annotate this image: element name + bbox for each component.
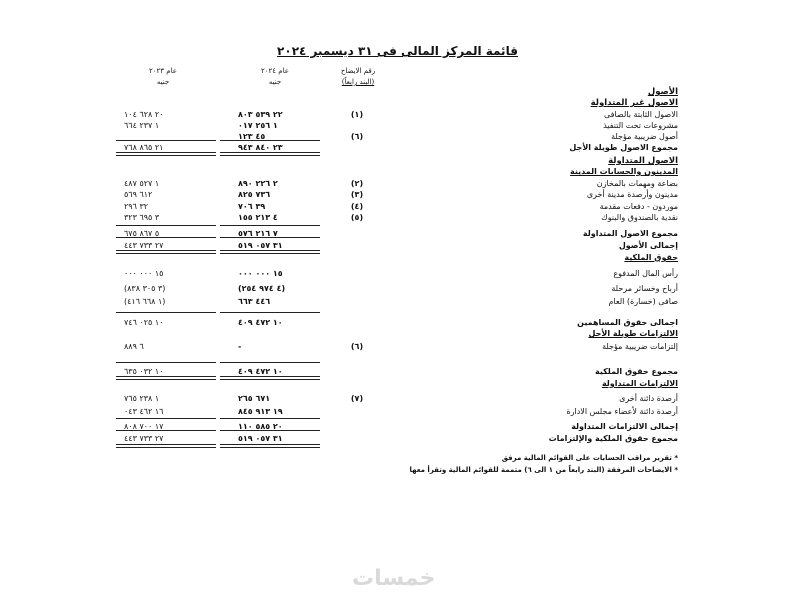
row-label: مجموع الاصول طويلة الأجل: [569, 143, 678, 152]
footnote: * تقرير مراقب الحسابات على القوائم المالية مرفق: [501, 454, 678, 462]
row-label: مجموع الاصول المتداولة: [582, 229, 678, 238]
value-2023: ٢٧ ٧٣٣ ٤٤٣: [124, 241, 164, 250]
row-label: رأس المال المدفوع: [613, 269, 678, 278]
value-2024: ١٠ ٤٧٢ ٤٠٩: [238, 318, 283, 327]
row-label: الالتزامات طويلة الأجل: [588, 329, 678, 338]
value-2023: ٣ ٦٩٥ ٣٢٣: [124, 213, 160, 222]
value-2023: ١ ٢٣٨ ٧٦٥: [124, 394, 160, 403]
note-column-header: [338, 66, 378, 88]
row-label: مشروعات تحت التنفيذ: [603, 121, 678, 130]
value-2024: ٢٠ ٥٨٥ ١١٠: [238, 422, 283, 431]
total-rule: [116, 152, 216, 156]
table-row: [0, 212, 800, 224]
total-rule: [116, 362, 216, 363]
note-column-title: رقم الايضاح: [340, 67, 376, 75]
total-rule: [220, 250, 320, 254]
value-2023: ٢٧ ٧٣٣ ٤٤٣: [124, 434, 164, 443]
total-rule: [220, 312, 320, 313]
row-note-ref: (٤): [350, 202, 364, 211]
row-label: حقوق الملكية: [624, 253, 678, 262]
table-row: [0, 406, 800, 418]
value-2024: ٤ ٢١٣ ١٥٥: [238, 213, 278, 222]
row-label: الاصول الثابتة بالصافى: [603, 110, 678, 119]
value-2024: ٢٣ ٨٤٠ ٩٤٣: [238, 143, 283, 152]
table-row: [0, 328, 800, 340]
year-2024-column-header: [250, 66, 300, 88]
value-2023: ٦١٢ ٥٦٩: [124, 190, 153, 199]
year-2024-currency: جنيه: [268, 78, 282, 86]
total-rule: [220, 237, 320, 238]
row-label: أرصدة دائنة أخرى: [619, 394, 678, 403]
value-2023: ١٠ ٠٢٥ ٧٤٦: [124, 318, 164, 327]
row-note-ref: (٢): [350, 179, 364, 188]
row-label: الالتزامات المتداولة: [601, 379, 678, 388]
value-2023: ١ ٢٣٧ ٦٦٤: [124, 121, 160, 130]
note-column-subtitle: (البند رابعاً): [341, 78, 375, 86]
row-label: مجموع حقوق الملكية: [595, 367, 678, 376]
row-label: مدينون وأرصدة مدينة أخرى: [586, 190, 678, 199]
row-label: نقدية بالصندوق والبنوك: [601, 213, 678, 222]
total-rule: [116, 418, 216, 419]
row-note-ref: (٧): [350, 394, 364, 403]
table-row: [0, 268, 800, 280]
table-row: [0, 421, 800, 433]
total-rule: [116, 250, 216, 254]
value-2024: ٣١ ٠٥٧ ٥١٩: [238, 241, 283, 250]
value-2024: ٤٤٦ ٦٦٣: [238, 297, 271, 306]
value-2024: ٢ ٢٢٦ ٨٩٠: [238, 179, 278, 188]
footnote: * الايضاحات المرفقة (البند رابعاً من ١ الى ٦) متممة للقوائم المالية وتقرأ معها: [409, 466, 678, 474]
total-rule: [116, 376, 216, 380]
value-2023: ١٦ ٤٦٢ ٠٤٣: [124, 407, 164, 416]
value-2023: ١٥ ٠٠٠ ٠٠٠: [124, 269, 164, 278]
total-rule: [116, 225, 216, 226]
value-2023: ١٠ ٠٣٢ ٦٣٥: [124, 367, 164, 376]
value-2023: ٥ ٨٦٧ ٦٧٥: [124, 229, 160, 238]
total-rule: [220, 225, 320, 226]
row-note-ref: (٦): [350, 132, 364, 141]
total-rule: [116, 444, 216, 448]
row-label: أصول ضريبية مؤجلة: [611, 132, 678, 141]
value-2024: ١ ٢٥٦ ٠١٧: [238, 121, 278, 130]
total-rule: [220, 444, 320, 448]
table-row: [0, 228, 800, 240]
total-rule: [116, 237, 216, 238]
total-rule: [116, 312, 216, 313]
value-2024: ١٠ ٤٧٢ ٤٠٩: [238, 367, 283, 376]
table-row: [0, 296, 800, 308]
value-2023: ٢٠ ٦٢٨ ١٠٤: [124, 110, 164, 119]
row-label: موردون - دفعات مقدمة: [599, 202, 678, 211]
value-2024: ٦٧١ ٢٦٥: [238, 394, 271, 403]
total-rule: [220, 418, 320, 419]
total-rule: [116, 430, 216, 431]
value-2023: ٢١ ٨٦٥ ٧٦٨: [124, 143, 164, 152]
table-row: [0, 341, 800, 353]
total-rule: [116, 140, 216, 141]
value-2023: ٣٢ ٢٩٦: [124, 202, 149, 211]
table-row: [0, 283, 800, 295]
row-label: الاصول المتداولة: [608, 156, 678, 166]
value-2024: ٢٢ ٥٣٩ ٨٠٣: [238, 110, 283, 119]
row-label: مجموع حقوق الملكية والإلتزامات: [548, 434, 678, 443]
total-rule: [220, 140, 320, 141]
value-2024: ٣١ ٠٥٧ ٥١٩: [238, 434, 283, 443]
value-2024: ١٩ ٩١٣ ٨٤٥: [238, 407, 283, 416]
value-2023: ٦ ٨٨٩: [124, 342, 144, 351]
row-label: إجمالى الأصول: [618, 241, 678, 250]
total-rule: [220, 362, 320, 363]
total-rule: [220, 430, 320, 431]
total-rule: [220, 152, 320, 156]
year-2023-title: عام ٢٠٢٣: [149, 67, 177, 75]
row-note-ref: (١): [350, 110, 364, 119]
value-2023: ١٧ ٧٠٠ ٨٠٨: [124, 422, 164, 431]
row-label: أرباح وخسائر مرحلة: [611, 284, 678, 293]
value-2024: ٣٩ ٧٠٦: [238, 202, 266, 211]
year-2023-currency: جنيه: [156, 78, 170, 86]
row-label: إلتزامات ضريبية مؤجلة: [602, 342, 678, 351]
table-row: [0, 189, 800, 201]
total-rule: [220, 376, 320, 380]
value-2023: ١ ٥٢٧ ٤٨٧: [124, 179, 160, 188]
row-label: بضاعة ومهمات بالمخازن: [596, 179, 678, 188]
row-label: الأصول: [647, 87, 678, 97]
value-2024: ١٥ ٠٠٠ ٠٠٠: [238, 269, 283, 278]
table-row: [0, 166, 800, 178]
row-label: الاصول غير المتداولة: [590, 98, 678, 108]
table-row: [0, 97, 800, 109]
row-label: اجمالى حقوق المساهمين: [577, 318, 678, 327]
value-2024: ٤٥ ١٢٣: [238, 132, 266, 141]
year-2024-title: عام ٢٠٢٤: [261, 67, 289, 75]
row-label: أرصدة دائنة لأعضاء مجلس الادارة: [566, 407, 678, 416]
row-note-ref: (٣): [350, 190, 364, 199]
row-label: المدينون والحسابات المدينة: [570, 167, 678, 176]
row-note-ref: (٥): [350, 213, 364, 222]
row-label: صافى (خسارة) العام: [608, 297, 678, 306]
row-note-ref: (٦): [350, 342, 364, 351]
value-2024: (٤ ٩٧٤ ٢٥٤): [238, 284, 286, 293]
row-label: إجمالى الالتزامات المتداولة: [571, 422, 678, 431]
value-2024: -: [238, 342, 243, 351]
value-2023: (١ ٦٦٨ ٤١٦): [124, 297, 166, 306]
value-2023: (٣ ٣٠٥ ٨٣٨): [124, 284, 166, 293]
value-2024: ٧٣٦ ٨٢٥: [238, 190, 271, 199]
year-2023-column-header: [138, 66, 188, 88]
watermark: خمسات: [352, 566, 436, 591]
page-title: قائمة المركز المالى فى ٣١ ديسمبر ٢٠٢٤: [277, 44, 518, 58]
value-2024: ٧ ٢١٦ ٥٧٦: [238, 229, 278, 238]
table-row: [0, 393, 800, 405]
